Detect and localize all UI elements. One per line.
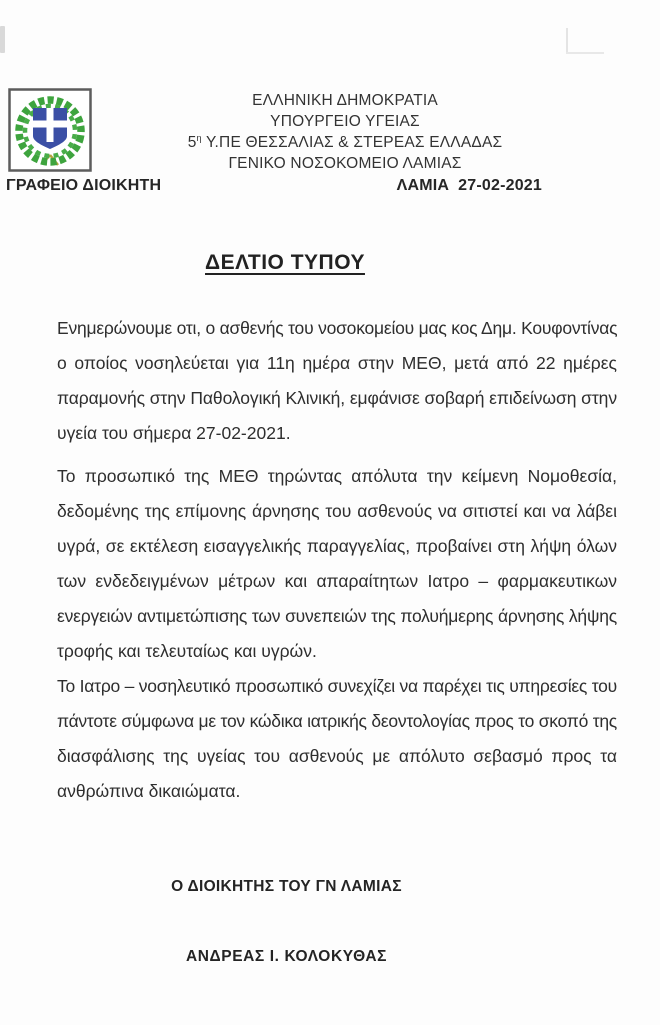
greek-coat-of-arms-icon — [8, 88, 92, 172]
text-line: υγεία του σήμερα 27-02-2021. — [57, 423, 291, 443]
scan-artifact — [566, 28, 568, 54]
letterhead-line-hospital: ΓΕΝΙΚΟ ΝΟΣΟΚΟΜΕΙΟ ΛΑΜΙΑΣ — [228, 155, 462, 172]
text-line: Το προσωπικό της ΜΕΘ τηρώντας απόλυτα την κείμενη Νομοθεσία, — [57, 466, 617, 486]
text-line: ανθρώπινα δικαιώματα. — [57, 781, 241, 801]
paragraph-patient-status — [57, 311, 617, 451]
office-date-row — [0, 177, 660, 199]
paragraph-medical-ethics — [57, 669, 617, 809]
letterhead-line-republic: ΕΛΛΗΝΙΚΗ ΔΗΜΟΚΡΑΤΙΑ — [252, 92, 438, 109]
text-line: υγρά, σε εκτέλεση εισαγγελικής παραγγελίας, προβαίνει στη λήψη όλων — [57, 536, 617, 556]
text-line: διασφάλισης της υγείας του ασθενούς με απόλυτο σεβασμό προς τα — [57, 746, 617, 766]
letterhead-line-region: $5^\eta$ Υ.ΠΕ ΘΕΣΣΑΛΙΑΣ & ΣΤΕΡΕΑΣ ΕΛΛΑΔΑΣ — [187, 132, 503, 151]
text-line: ενεργειών αντιμετώπισης των συνεπειών της πολυήμερης άρνησης λήψης — [57, 606, 617, 626]
text-line: ο οποίος νοσηλεύεται για 11η ημέρα στην ΜΕΘ, μετά από 22 ημέρες — [57, 353, 617, 373]
scan-artifact — [0, 26, 5, 53]
date-label: 27-02-2021 — [458, 177, 542, 194]
place-label: ΛΑΜΙΑ — [396, 177, 450, 194]
text-line: παραμονής στην Παθολογική Κλινική, εμφάνισε σοβαρή επιδείνωση στην — [57, 388, 617, 408]
text-line: δεδομένης της επίμονης άρνησης του ασθενούς να σιτιστεί και να λάβει — [57, 501, 617, 521]
scan-artifact — [566, 52, 604, 54]
place-date — [397, 177, 542, 195]
ordinal-superscript: η — [196, 132, 202, 143]
signature-name: ΑΝΔΡΕΑΣ Ι. ΚΟΛΟΚΥΘΑΣ — [185, 948, 388, 965]
text-line: Το Ιατρο – νοσηλευτικό προσωπικό συνεχίζει να παρέχει τις υπηρεσίες του — [57, 676, 617, 696]
text-line: Ενημερώνουμε οτι, ο ασθενής του νοσοκομείου μας κος Δημ. Κουφοντίνας — [57, 318, 618, 338]
office-label: ΓΡΑΦΕΙΟ ΔΙΟΙΚΗΤΗ — [6, 177, 162, 194]
text-line: πάντοτε σύμφωνα με τον κώδικα ιατρικής δεοντολογίας προς το σκοπό της — [57, 711, 617, 731]
text-line: τροφής και τελευταίως και υγρών. — [57, 641, 317, 661]
page-title: ΔΕΛΤΙΟ ΤΥΠΟΥ — [205, 251, 365, 274]
paragraph-icu-measures — [57, 459, 617, 669]
signature-role: Ο ΔΙΟΙΚΗΤΗΣ ΤΟΥ ΓΝ ΛΑΜΙΑΣ — [171, 878, 402, 895]
text-line: των ενδεδειγμένων μέτρων και απαραίτητων Ιατρο – φαρμακευτικων — [57, 571, 617, 591]
letterhead — [130, 90, 560, 174]
letterhead-line-ministry: ΥΠΟΥΡΓΕΙΟ ΥΓΕΙΑΣ — [270, 113, 420, 130]
